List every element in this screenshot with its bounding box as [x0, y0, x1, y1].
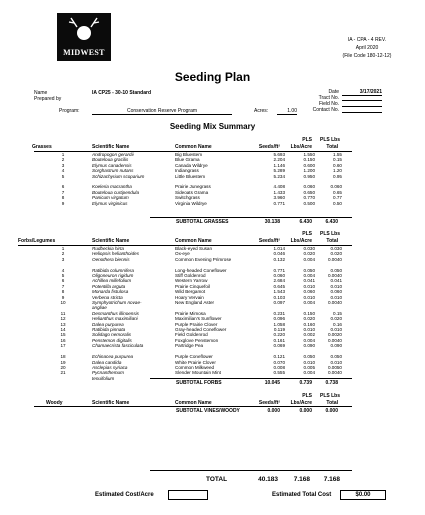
cost-acre-field[interactable] [168, 490, 208, 500]
pls-lbs-total: 0.15 [333, 310, 342, 316]
total-rule [150, 470, 352, 471]
pls-lbs-acre: 0.010 [303, 283, 315, 289]
pls-lbs-total: 0.060 [330, 289, 342, 295]
field-field[interactable] [342, 106, 382, 107]
pls-lbs-acre: 0.004 [303, 370, 315, 376]
scientific-name: Dalea candida [92, 359, 122, 365]
file-code: (File Code 180-12-12) [342, 53, 392, 59]
row-number: 7 [61, 189, 65, 195]
pls-lbs-acre: 0.500 [303, 200, 315, 206]
scientific-name: Desmanthus illinoensis [92, 310, 139, 316]
pls-lbs-total: 0.65 [333, 189, 342, 195]
pls-lbs-total: 0.0040 [327, 337, 342, 343]
row-number: 13 [60, 321, 66, 327]
row-number: 21 [60, 370, 66, 376]
common-name: Purple Prairie Clover [175, 321, 218, 327]
seeds-per-ft2: 0.231 [273, 310, 285, 316]
pls-lbs-total: 0.0040 [327, 370, 342, 376]
common-name: Common Milkweed [175, 364, 215, 370]
pls-lbs-acre: 0.005 [303, 364, 315, 370]
pls-lbs-total: 0.050 [330, 267, 342, 273]
scientific-name: Oenothera biennis [92, 256, 130, 262]
common-name: Indiangrass [175, 168, 199, 174]
forbs-subtotal-total: 0.738 [325, 380, 338, 386]
scientific-name: Helianthus maximiliani [92, 316, 138, 322]
common-name: Virginia Wildrye [175, 200, 207, 206]
page-title: Seeding Plan [174, 70, 251, 84]
grasses-subtotal-label: SUBTOTAL GRASSES [176, 219, 229, 225]
logo-text: MIDWEST [63, 48, 105, 57]
pls-lbs-total: 0.0040 [327, 256, 342, 262]
common-name: Maximilian's Sunflower [175, 316, 222, 322]
row-number: 18 [60, 354, 66, 360]
grasses-table [34, 152, 342, 206]
pls-lbs-total: 0.16 [333, 321, 342, 327]
pls-lbs-total: 0.010 [330, 294, 342, 300]
scientific-name: Echinacea purpurea [92, 354, 134, 360]
common-name: Western Yarrow [175, 278, 208, 284]
pls-lbs-acre: 0.770 [303, 195, 315, 201]
pls-lbs-acre: 0.050 [303, 267, 315, 273]
scientific-name: Elymus canadensis [92, 162, 132, 168]
common-name: Sideoats Grama [175, 189, 209, 195]
row-number: 6 [61, 278, 65, 284]
row-number: 4 [61, 168, 65, 174]
seeds-per-ft2: 0.008 [273, 364, 285, 370]
total-pls: 7.168 [293, 476, 310, 483]
pls-lbs-total: 0.0020 [327, 332, 342, 338]
date-label: Date [328, 89, 339, 95]
pls-lbs-acre: 0.002 [303, 332, 315, 338]
woody-seeds-header: Seeds/ft² [258, 400, 280, 406]
scientific-name: Verbena stricta [92, 294, 123, 300]
grasses-sci-header: Scientific Name [92, 144, 130, 150]
forbs-subtotal-seeds: 10.045 [264, 380, 280, 386]
row-number: 9 [61, 200, 65, 206]
pls-lbs-total: 0.15 [333, 157, 342, 163]
form-code: IA - CPA - 4 REV. [347, 37, 387, 43]
scientific-name: angliae [92, 305, 107, 311]
scientific-name: Chamaecrista fasciculata [92, 343, 144, 349]
contract-label: Contact No. [312, 107, 339, 113]
common-name: Stiff Goldenrod [175, 273, 206, 279]
pls-lbs-acre: 0.041 [303, 278, 315, 284]
pls-lbs-total: 0.77 [333, 195, 342, 201]
pls-lbs-acre: 0.004 [303, 273, 315, 279]
pls-lbs-total: 0.95 [333, 173, 342, 179]
pls-lbs-total: 0.60 [333, 162, 342, 168]
pls-lbs-acre: 0.010 [303, 327, 315, 333]
row-number [34, 376, 92, 381]
pls-lbs-acre: 0.020 [303, 251, 315, 257]
field-label: Field No. [318, 101, 339, 107]
summary-title: Seeding Mix Summary [169, 122, 256, 131]
grasses-subtotal-total: 6.430 [325, 219, 338, 225]
pls-lbs-acre: 0.150 [303, 157, 315, 163]
common-name: Blue Grama [175, 157, 200, 163]
scientific-name: Bouteloua curtipendula [92, 189, 139, 195]
woody-subtotal-total: 0.000 [325, 408, 338, 414]
row-number: 1 [61, 152, 65, 157]
scientific-name: Dalea purpurea [92, 321, 124, 327]
cost-total-field[interactable]: $0.00 [340, 490, 386, 500]
seeds-per-ft2: 5.693 [273, 152, 285, 157]
scientific-name: Panicum virgatum [92, 195, 129, 201]
row-number: 10 [60, 300, 66, 306]
woody-total-header: Total [326, 400, 338, 406]
prepared-by-label: Prepared by [34, 96, 62, 102]
row-number: 3 [61, 256, 65, 262]
pls-lbs-acre: 0.090 [303, 343, 315, 349]
pls-lbs-acre: 0.150 [303, 310, 315, 316]
scientific-name: Elymus virginicus [92, 200, 128, 206]
name-label: Name [34, 90, 48, 96]
pls-lbs-acre: 0.004 [303, 337, 315, 343]
common-name: Switchgrass [175, 195, 200, 201]
seeds-per-ft2: 0.097 [273, 300, 285, 306]
pls-lbs-total: 0.060 [330, 184, 342, 190]
pls-lbs-total: 0.0050 [327, 364, 342, 370]
scientific-name: Monarda fistulosa [92, 289, 129, 295]
grasses-total-header: Total [326, 144, 338, 150]
common-name: Slender Mountain Mint [175, 370, 221, 376]
grasses-total-header-top: PLS Lbs [319, 137, 340, 143]
row-number: 20 [60, 364, 66, 370]
common-name: White Prairie Clover [175, 359, 216, 365]
pls-lbs-total: 1.55 [333, 152, 342, 157]
common-name: Foxglove Penstemon [175, 337, 219, 343]
woody-subtotal-pls: 0.000 [299, 408, 312, 414]
common-name: Big Bluestem [175, 152, 203, 157]
grasses-group-header: Grasses [32, 144, 52, 150]
scientific-name: Andropogon gerardii [92, 152, 134, 157]
row-number: 17 [60, 343, 66, 349]
row-number: 8 [61, 289, 65, 295]
name-value: IA CP25 - 30-10 Standard [92, 90, 152, 96]
grasses-subtotal-rule [150, 217, 352, 218]
pls-lbs-acre: 0.060 [303, 289, 315, 295]
row-number: 8 [61, 195, 65, 201]
cost-acre-label: Estimated Cost/Acre [95, 492, 154, 498]
grasses-pls-header: Lbs/Acre [290, 144, 312, 150]
cost-total-label: Estimated Total Cost [272, 492, 332, 498]
program-label: Program: [59, 108, 80, 114]
pls-lbs-total: 0.050 [330, 354, 342, 360]
pls-lbs-total: 1.20 [333, 168, 342, 174]
forbs-table [34, 246, 342, 381]
pls-lbs-total: 0.020 [330, 251, 342, 257]
grasses-subtotal-pls: 6.430 [299, 219, 312, 225]
forbs-pls-header: Lbs/Acre [290, 238, 312, 244]
seeds-per-ft2: 0.220 [273, 332, 285, 338]
total-label: TOTAL [206, 476, 228, 483]
forbs-sci-header: Scientific Name [92, 238, 130, 244]
pls-lbs-total: 0.041 [330, 278, 342, 284]
contract-field[interactable] [342, 112, 382, 113]
pls-lbs-total: 0.50 [333, 200, 342, 206]
pls-lbs-acre: 0.010 [303, 359, 315, 365]
seeds-per-ft2: 3.960 [273, 195, 285, 201]
scientific-name: Rudbeckia hirta [92, 246, 124, 251]
form-date: April 2020 [355, 45, 379, 51]
woody-sci-header: Scientific Name [92, 400, 130, 406]
row-number: 3 [61, 162, 65, 168]
pls-lbs-acre: 0.160 [303, 321, 315, 327]
row-number: 2 [61, 157, 65, 163]
tract-label: Tract No. [318, 95, 339, 101]
pls-lbs-total: 0.010 [330, 283, 342, 289]
pls-lbs-acre: 1.200 [303, 168, 315, 174]
seeds-per-ft2: 1.146 [273, 162, 285, 168]
seeds-per-ft2: 0.771 [273, 200, 285, 206]
row-number: 16 [60, 337, 66, 343]
forbs-subtotal-pls: 0.739 [299, 380, 312, 386]
scientific-name: Ratibida pinnata [92, 327, 126, 333]
table-row [34, 201, 342, 206]
row-number: 5 [61, 273, 65, 279]
pls-lbs-acre: 0.950 [303, 173, 315, 179]
forbs-pls-header-top: PLS [302, 231, 312, 237]
common-name: Prairie Mimosa [175, 310, 206, 316]
woody-common-header: Common Name [175, 400, 212, 406]
seeds-per-ft2: 0.645 [273, 283, 285, 289]
common-name: Wild Bergamot [175, 289, 206, 295]
row-number: 1 [61, 246, 65, 251]
forbs-seeds-header: Seeds/ft² [258, 238, 280, 244]
row-number: 7 [61, 283, 65, 289]
scientific-name: Penstemon digitalis [92, 337, 132, 343]
seeds-per-ft2: 5.289 [273, 168, 285, 174]
row-number: 5 [61, 173, 65, 179]
midwest-logo [57, 13, 111, 61]
common-name: Canada Wildrye [175, 162, 208, 168]
grasses-pls-header-top: PLS [302, 137, 312, 143]
scientific-name: Oligoneuron rigidum [92, 273, 134, 279]
scientific-name: tenuifolium [92, 375, 115, 381]
pls-lbs-acre: 1.550 [303, 152, 315, 157]
date-value: 3/17/2021 [342, 89, 382, 96]
common-name: Hoary Vervain [175, 294, 204, 300]
pls-lbs-acre: 0.650 [303, 189, 315, 195]
woody-pls-header: Lbs/Acre [290, 400, 312, 406]
common-name: Black-eyed Susan [175, 246, 213, 251]
seeds-per-ft2: 0.060 [273, 273, 285, 279]
grasses-common-header: Common Name [175, 144, 212, 150]
pls-lbs-acre: 0.060 [303, 184, 315, 190]
seeds-per-ft2: 0.771 [273, 267, 285, 273]
seeds-per-ft2: 1.058 [273, 321, 285, 327]
row-number: 4 [61, 267, 65, 273]
grasses-subtotal-seeds: 30.138 [264, 219, 280, 225]
seeds-per-ft2: 4.408 [273, 184, 285, 190]
common-name: New England Aster [175, 300, 215, 306]
common-name: Field Goldenrod [175, 332, 208, 338]
pls-lbs-total: 0.010 [330, 327, 342, 333]
woody-subtotal-seeds: 0.000 [267, 408, 280, 414]
common-name: Long-headed Coneflower [175, 267, 227, 273]
seeds-per-ft2: 2.684 [273, 278, 285, 284]
common-name: Purple Coneflower [175, 354, 213, 360]
row-number: 11 [60, 310, 66, 316]
scientific-name: Achillea millefolium [92, 278, 132, 284]
seeds-per-ft2: 0.046 [273, 251, 285, 257]
seeds-per-ft2: 0.121 [273, 354, 285, 360]
scientific-name: Potentilla arguta [92, 283, 126, 289]
woody-header-rule [34, 406, 352, 407]
row-number: 19 [60, 359, 66, 365]
pls-lbs-total: 0.010 [330, 359, 342, 365]
woody-total-header-top: PLS Lbs [319, 393, 340, 399]
pls-lbs-total: 0.0040 [327, 300, 342, 306]
acres-label: Acres: [254, 108, 269, 114]
forbs-common-header: Common Name [175, 238, 212, 244]
woody-subtotal-label: SUBTOTAL VINES/WOODY [176, 408, 240, 414]
common-name: Partridge Pea [175, 343, 204, 349]
woody-group-header: Woody [46, 400, 63, 406]
seeds-per-ft2: 0.096 [273, 316, 285, 322]
common-name: Ox-eye [175, 251, 190, 257]
row-number: 2 [61, 251, 65, 257]
seeds-per-ft2: 2.204 [273, 157, 285, 163]
common-name: Gray-headed Coneflower [175, 327, 227, 333]
seeds-per-ft2: 0.555 [273, 370, 285, 376]
total-seeds: 40.183 [258, 476, 278, 483]
common-name: Prairie Junegrass [175, 184, 211, 190]
scientific-name: Koeleria macrantha [92, 184, 132, 190]
forbs-group-header: Forbs/Legumes [18, 238, 56, 244]
pls-lbs-total: 0.090 [330, 343, 342, 349]
total-total: 7.168 [323, 476, 340, 483]
seeds-per-ft2: 0.070 [273, 359, 285, 365]
seeds-per-ft2: 0.132 [273, 256, 285, 262]
scientific-name: Ratibida columnifera [92, 267, 134, 273]
forbs-total-header-top: PLS Lbs [319, 231, 340, 237]
seeds-per-ft2: 0.161 [273, 337, 285, 343]
scientific-name: Asclepias syriaca [92, 364, 128, 370]
scientific-name: Heliopsis helianthoides [92, 251, 139, 257]
seeds-per-ft2: 1.014 [273, 246, 285, 251]
pls-lbs-acre: 0.010 [303, 294, 315, 300]
row-number: 12 [60, 316, 66, 322]
pls-lbs-acre: 0.050 [303, 354, 315, 360]
row-number: 14 [60, 327, 66, 333]
scientific-name: Schizachyrium scoparium [92, 173, 145, 179]
seeds-per-ft2: 5.234 [273, 173, 285, 179]
grasses-seeds-header: Seeds/ft² [258, 144, 280, 150]
seeds-per-ft2: 1.543 [273, 289, 285, 295]
pls-lbs-acre: 0.600 [303, 162, 315, 168]
scientific-name: Pycnanthemum [92, 370, 124, 376]
program-value: Conservation Reserve Program [92, 108, 232, 115]
pls-lbs-acre: 0.004 [303, 300, 315, 306]
woody-pls-header-top: PLS [302, 393, 312, 399]
forbs-subtotal-label: SUBTOTAL FORBS [176, 380, 222, 386]
pls-lbs-total: 0.020 [330, 316, 342, 322]
forbs-subtotal-rule [150, 378, 352, 379]
scientific-name: Solidago nemoralis [92, 332, 132, 338]
common-name: Little Bluestem [175, 173, 206, 179]
scientific-name: Symphyotrichum novae- [92, 300, 142, 306]
common-name: Common Evening Primrose [175, 256, 232, 262]
scientific-name: Sorghastrum nutans [92, 168, 134, 174]
scientific-name: Bouteloua gracilis [92, 157, 129, 163]
acres-value: 1.00 [277, 108, 297, 115]
pls-lbs-total: 0.0040 [327, 273, 342, 279]
common-name: Prairie Cinquefoil [175, 283, 210, 289]
pls-lbs-acre: 0.020 [303, 316, 315, 322]
row-number: 9 [61, 294, 65, 300]
seeds-per-ft2: 0.103 [273, 294, 285, 300]
row-number: 6 [61, 184, 65, 190]
seeds-per-ft2: 0.119 [273, 327, 285, 333]
seeds-per-ft2: 0.069 [273, 343, 285, 349]
pls-lbs-acre: 0.030 [303, 246, 315, 251]
seeds-per-ft2: 1.433 [273, 189, 285, 195]
pls-lbs-total: 0.030 [330, 246, 342, 251]
tract-field[interactable] [342, 100, 382, 101]
pls-lbs-acre: 0.004 [303, 256, 315, 262]
row-number: 15 [60, 332, 66, 338]
forbs-total-header: Total [326, 238, 338, 244]
